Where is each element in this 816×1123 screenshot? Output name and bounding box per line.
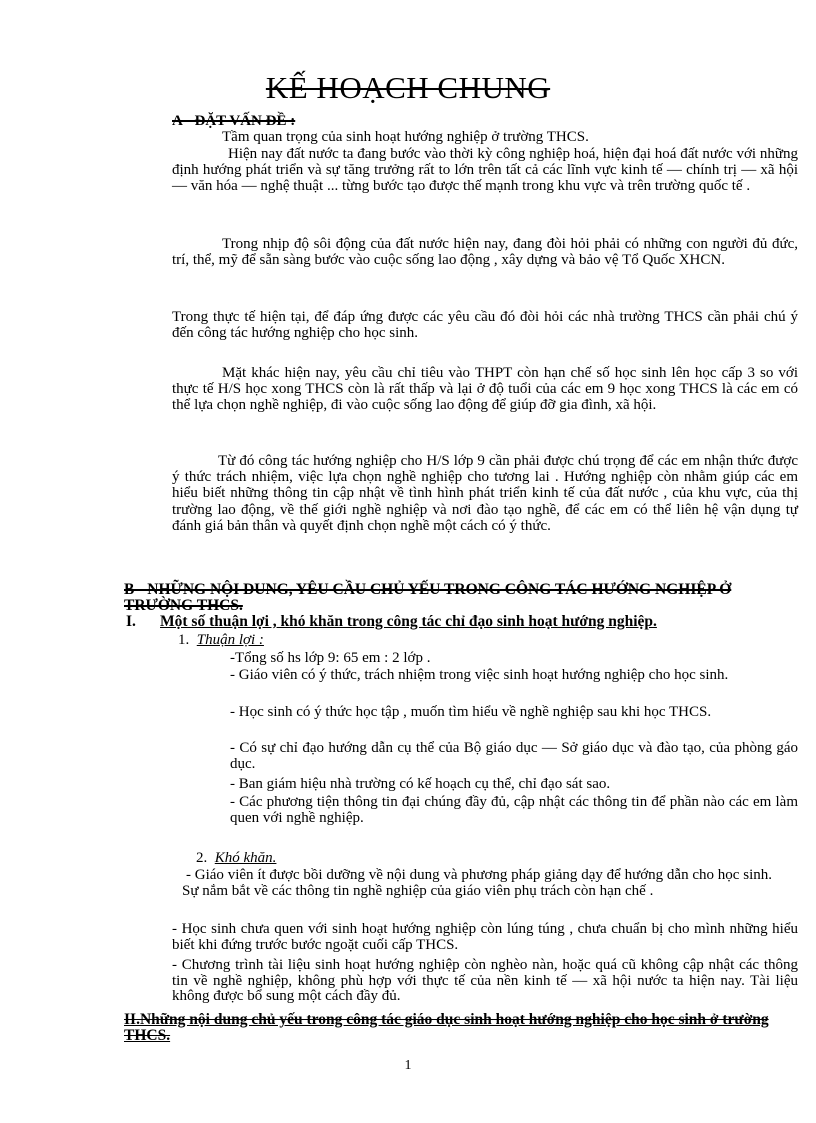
kho-khan-item-3: - Chương trình tài liệu sinh hoạt hướng nghiệp còn nghèo nàn, hoặc quá cũ không cập nhật các thông tin về nghề nghiệp, không phù hợp với thực tế của nền kinh tế — xã hội nước ta hiện nay. Tài liệu không được bổ sung một cách đầy đủ.: [172, 957, 798, 1004]
thuan-loi-number: 1.: [178, 632, 190, 648]
section-a-paragraph-5: Từ đó công tác hướng nghiệp cho H/S lớp 9 cần phải được chú trọng để các em nhận thức được ý thức trách nhiệm, việc lựa chọn nghề nghiệp cho tương lai . Hướng nghiệp còn nhằm giúp các em hiểu biết những thông tin cập nhật về tình hình phát triển kinh tế của đất nước , của khu vực, của thị trường lao động, về thế giới nghề nghiệp và nơi đào tạo nghề, để các em có thể liên hệ vận dụng tự đánh giá bản thân và quyết định chọn nghề một cách có ý thức.: [172, 453, 798, 534]
section-b-heading: B - NHỮNG NỘI DUNG, YÊU CẦU CHỦ YẾU TRONG CÔNG TÁC HƯỚNG NGHIỆP Ở TRƯỜNG THCS.: [124, 581, 732, 614]
part-1-number: I.: [126, 613, 136, 630]
part-1-heading: [126, 614, 806, 630]
part-1-title: Một số thuận lợi , khó khăn trong công tác chỉ đạo sinh hoạt hướng nghiệp.: [160, 613, 657, 630]
part-2-heading: II.Những nội dung chủ yếu trong công tác giáo dục sinh hoạt hướng nghiệp cho học sinh ở trường THCS.: [124, 1011, 769, 1044]
thuan-loi-heading: [178, 632, 264, 649]
thuan-loi-item-3: - Học sinh có ý thức học tập , muốn tìm hiểu về nghề nghiệp sau khi học THCS.: [230, 704, 712, 720]
kho-khan-heading: [196, 850, 276, 867]
kho-khan-item-2: - Học sinh chưa quen với sinh hoạt hướng nghiệp còn lúng túng , chưa chuẩn bị cho mình những hiểu biết khi đứng trước bước ngoặt cuối cấp THCS.: [172, 921, 798, 953]
section-a-paragraph-4: Mặt khác hiện nay, yêu cầu chỉ tiêu vào THPT còn hạn chế số học sinh lên học cấp 3 so với thực tế H/S học xong THCS còn là rất thấp và lại ở độ tuổi của các em 9 học xong THCS là các em có thể lựa chọn nghề nghiệp, đi vào cuộc sống lao động để giúp đỡ gia đình, xã hội.: [172, 365, 798, 414]
kho-khan-number: 2.: [196, 850, 208, 866]
thuan-loi-item-4: - Có sự chỉ đạo hướng dẫn cụ thể của Bộ giáo dục — Sở giáo dục và đào tạo, của phòng gáo dục.: [230, 740, 798, 772]
document-title: KẾ HOẠCH CHUNG: [265, 70, 551, 105]
section-a-paragraph-1: Hiện nay đất nước ta đang bước vào thời kỳ công nghiệp hoá, hiện đại hoá đất nước với những định hướng phát triển và sự tăng trưởng rất to lớn trên tất cả các lĩnh vực kinh tế — chính trị — xã hội — văn hóa — nghệ thuật ... từng bước tạo được thế mạnh trong khu vực và trên trường quốc tế .: [172, 146, 798, 195]
thuan-loi-item-5: - Ban giám hiệu nhà trường có kế hoạch cụ thể, chỉ đạo sát sao.: [230, 776, 611, 792]
kho-khan-label: Khó khăn.: [214, 850, 277, 866]
section-a-paragraph-3: Trong thực tế hiện tại, để đáp ứng được các yêu cầu đó đòi hỏi các nhà trường THCS cần phải chú ý đến công tác hướng nghiệp cho học sinh.: [172, 309, 798, 342]
kho-khan-item-1: - Giáo viên ít được bồi dưỡng về nội dung và phương pháp giảng dạy để hướng dẫn cho học sinh. Sự nắm bắt về các thông tin nghề nghiệp của giáo viên phụ trách còn hạn chế .: [182, 867, 772, 899]
page-number: 1: [404, 1058, 412, 1073]
thuan-loi-item-1: -Tổng số hs lớp 9: 65 em : 2 lớp .: [230, 650, 431, 666]
thuan-loi-item-6: - Các phương tiện thông tin đại chúng đầy đủ, cập nhật các thông tin để phần nào các em làm quen với nghề nghiệp.: [230, 794, 798, 826]
section-a-paragraph-2: Trong nhịp độ sôi động của đất nước hiện nay, đang đòi hỏi phải có những con người đủ đức, trí, thể, mỹ để sẵn sàng bước vào cuộc sống lao động , xây dựng và bảo vệ Tổ Quốc XHCN.: [172, 236, 798, 269]
thuan-loi-item-2: - Giáo viên có ý thức, trách nhiệm trong việc sinh hoạt hướng nghiệp cho học sinh.: [230, 667, 729, 683]
thuan-loi-label: Thuận lợi :: [196, 632, 264, 648]
section-a-heading: A - ĐẶT VẤN ĐỀ :: [172, 113, 296, 129]
section-a-subtitle: Tầm quan trọng của sinh hoạt hướng nghiệp ở trường THCS.: [222, 129, 589, 145]
